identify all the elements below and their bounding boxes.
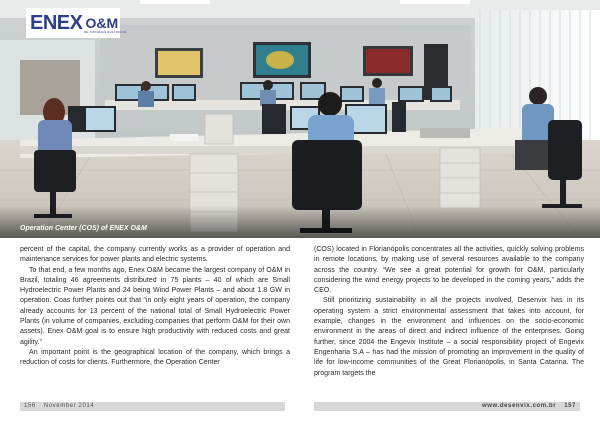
article-paragraph: (COS) located in Florianópolis concentrates all the activities, quickly solving problems in remote locations, by making use of several resources available to the company across the country. “We see a great potential for growth for O&M, particularly considering the wind energy projects to be developed in the coming years,” adds the CEO. xyxy=(314,246,584,295)
logo-tagline: DE SISTEMAS ELÉTRICOS xyxy=(84,30,127,34)
website-url: www.desenvix.com.br xyxy=(481,403,557,409)
logo-wordmark: ENEX xyxy=(30,12,83,34)
enex-logo xyxy=(26,8,127,38)
logo-suffix: O&M xyxy=(85,15,119,31)
article-paragraph: To that end, a few months ago, Enex O&M became the largest company of O&M in Brazil, totaling 46 agreements distributed in 75 plants – 40 of which are Small Hydroelectric Power Plants and 24 being Wind Power Plants – and about 1.8 GW in operation. Coas further points out that “in only eight years of operation, the company already accounts for 13 percent of the national total of Small Hydroelectric Power Plants (in volume of companies, excluding companies that perform O&M for their own assets). Enex O&M goal is to ensure high productivity with reduced costs and great agility.” xyxy=(20,266,290,346)
right-page-folio xyxy=(482,402,576,411)
article-paragraph: percent of the capital, the company currently works as a provider of operation and maintenance services for power plants and electric systems. xyxy=(20,246,290,264)
photo-caption: Operation Center (COS) of ENEX O&M xyxy=(20,225,147,232)
article-right-column xyxy=(314,245,584,379)
left-page-number: 156 xyxy=(24,403,36,409)
left-page-folio xyxy=(24,402,94,411)
article-left-column xyxy=(20,245,290,369)
article-paragraph: An important point is the geographical location of the company, which brings a reduction of costs for clients. Furthermore, the Operation Center xyxy=(20,348,290,367)
article-paragraph: Still prioritizing sustainability in all the projects involved, Desenvix has in its operating system a strict environmental assessment that takes into account, for example, changes in the environment and influences on the socio-economic environment in the areas of direct and indirect influence of the enterprises. Going further, since 2004 the Engevix Institute – a social responsibility project of Engevix Engenharia S.A – has had the mission of promoting an improvement in the quality of life for low-income communities of the Great Florianópolis, in Santa Catarina. The program targets the xyxy=(314,297,584,377)
issue-date: November 2014 xyxy=(43,403,95,409)
right-page-number: 157 xyxy=(564,403,576,409)
